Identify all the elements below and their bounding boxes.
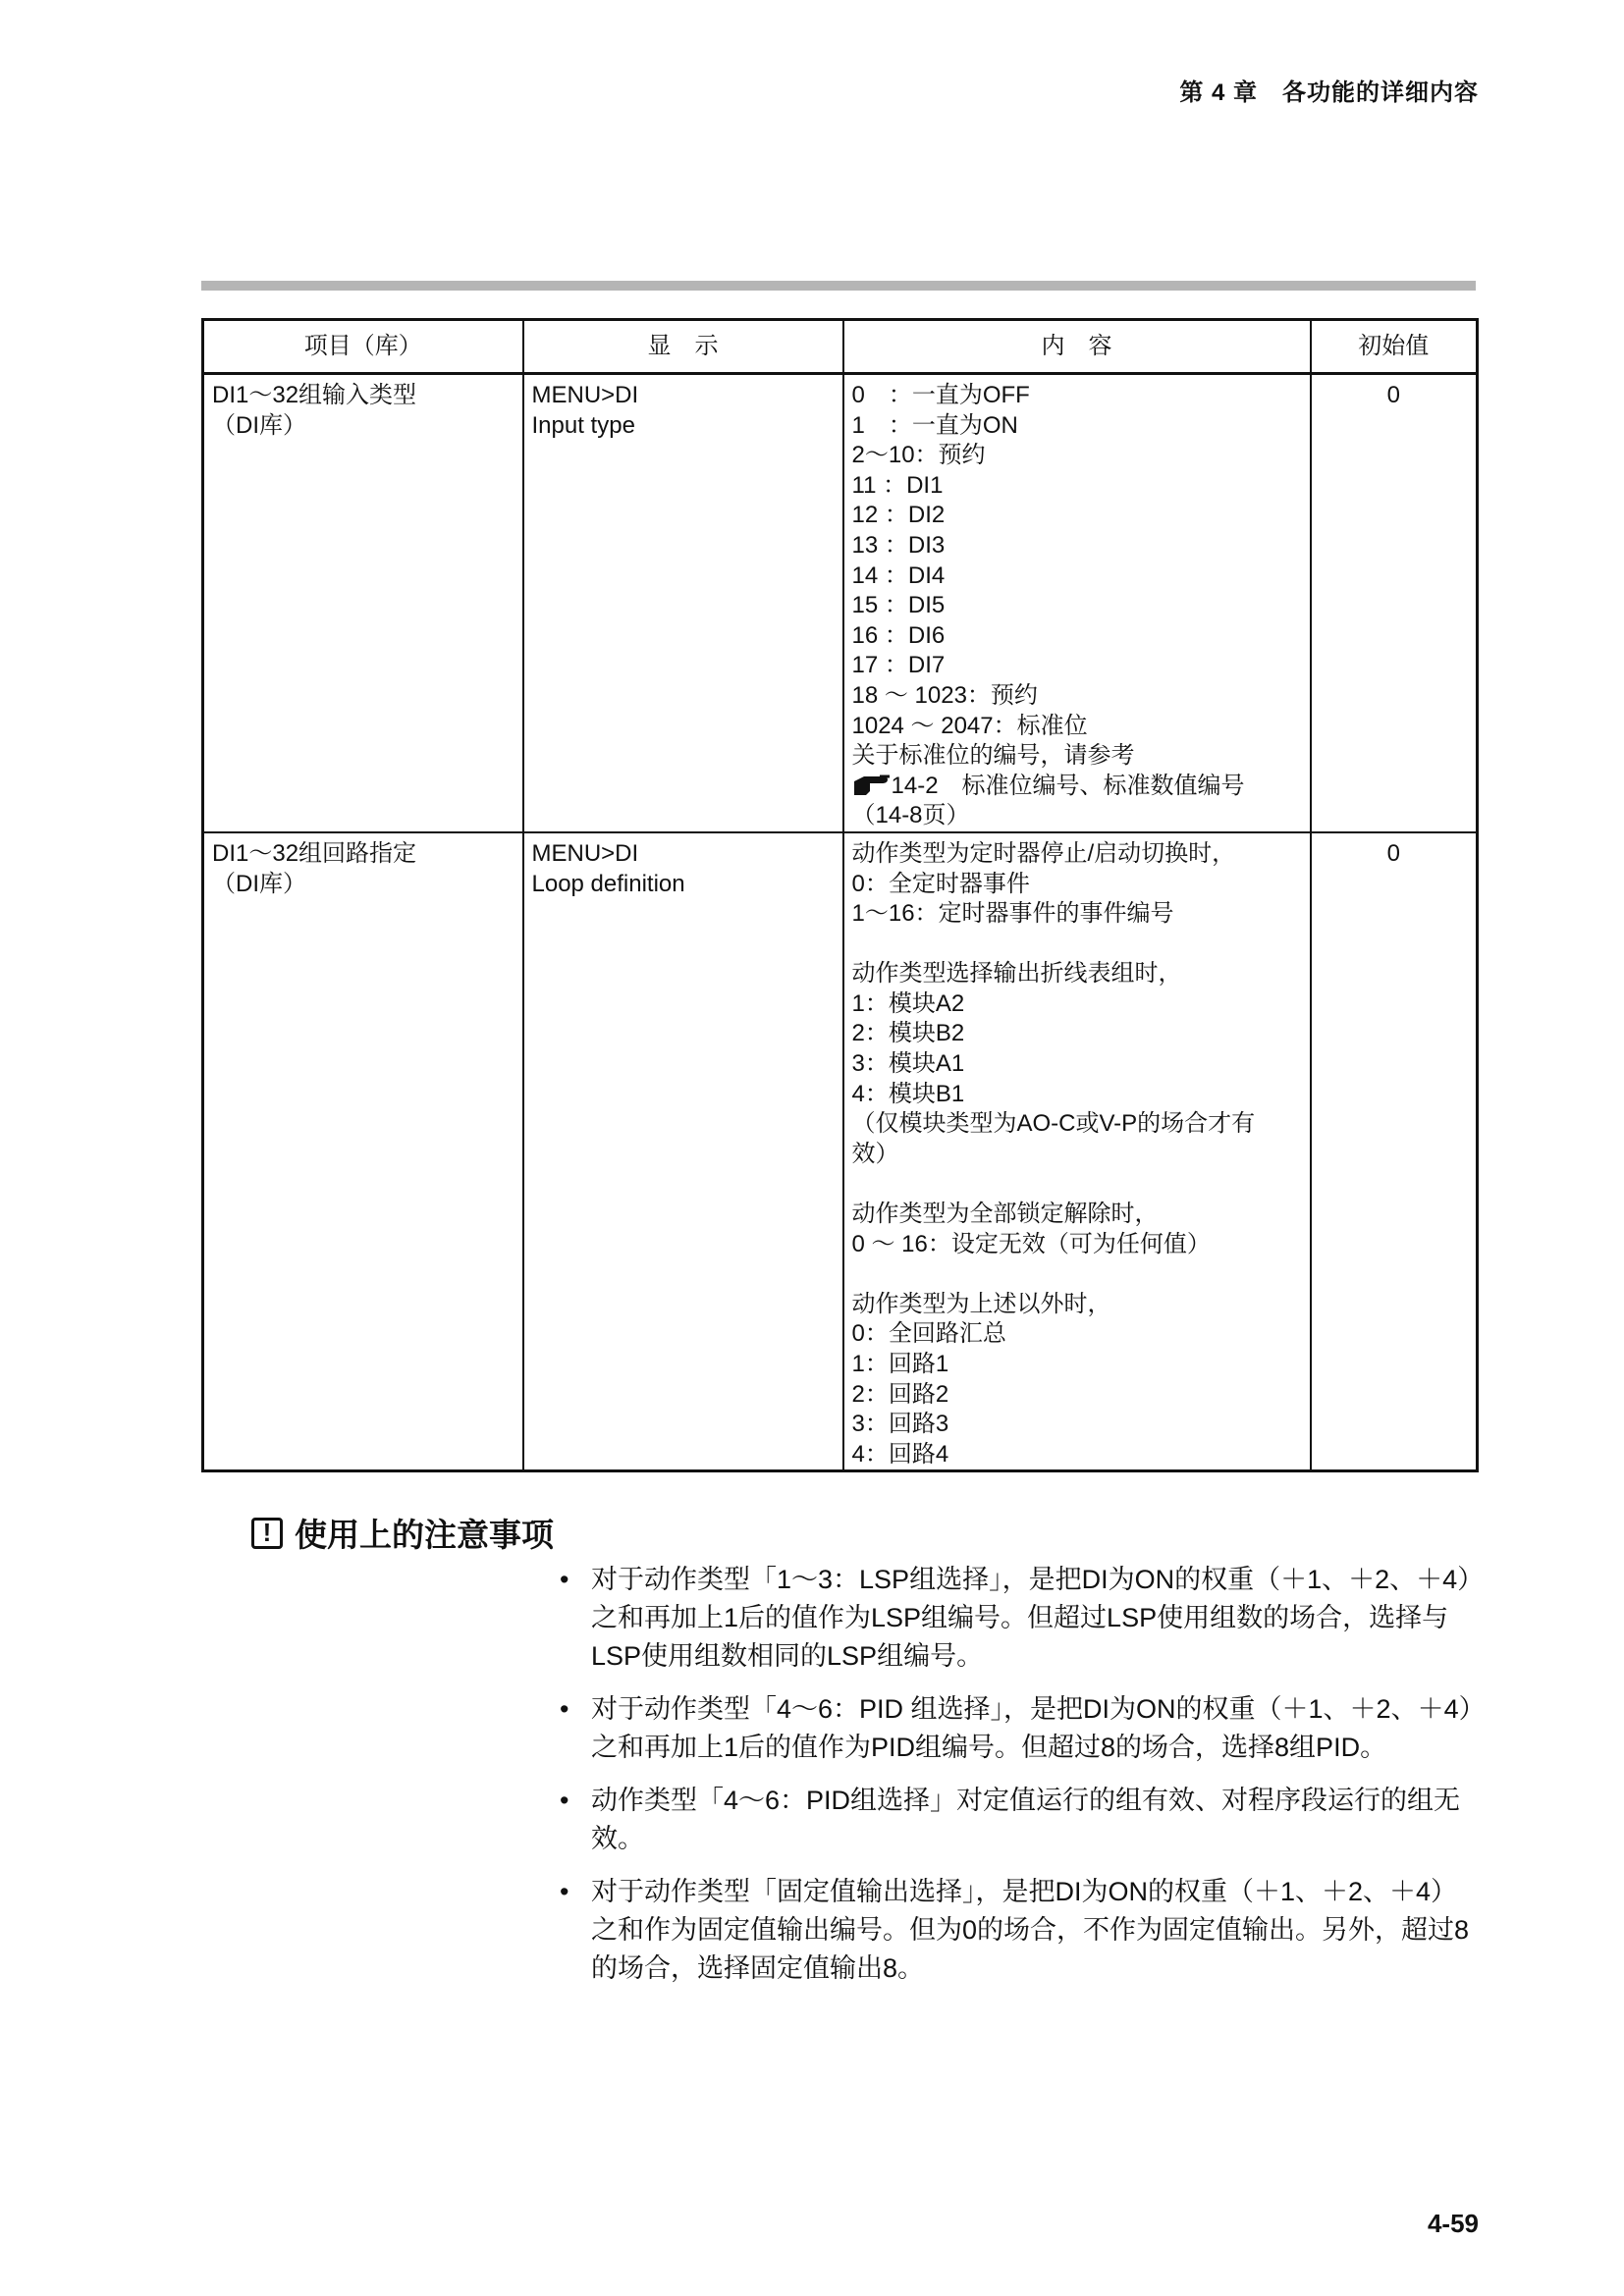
- content-cell: [843, 374, 1311, 832]
- content-line: [852, 930, 1310, 960]
- pointing-hand-icon: [852, 772, 892, 797]
- content-line: 18 ～ 1023：预约: [851, 681, 1038, 709]
- notes-list: [560, 1561, 1478, 2002]
- table-row: [203, 374, 1478, 832]
- content-line: 1～16：定时器事件的事件编号: [851, 900, 1174, 928]
- content-line: 11 ：DI1: [851, 471, 944, 499]
- initial-value-cell: 0: [1311, 374, 1478, 832]
- item-cell: [203, 832, 523, 1471]
- list-item: [560, 1782, 1478, 1858]
- notes-title: 使用上的注意事项: [295, 1517, 554, 1553]
- list-item: [560, 1690, 1478, 1767]
- content-line: [852, 1259, 1310, 1290]
- parameter-table: [201, 318, 1479, 1472]
- list-item: [560, 1873, 1478, 1988]
- content-line: 动作类型选择输出折线表组时，: [851, 960, 1182, 988]
- chapter-header: 第 4 章 各功能的详细内容: [1179, 80, 1479, 106]
- column-header-content: 内 容: [843, 320, 1311, 374]
- content-line: 17 ：DI7: [851, 652, 946, 679]
- content-line: 1：回路1: [851, 1351, 949, 1377]
- column-header-item: 项目（库）: [203, 320, 523, 374]
- reference-link[interactable]: [852, 772, 1310, 802]
- content-line: 4：模块B1: [851, 1080, 965, 1107]
- bullet-icon: •: [560, 1786, 569, 1815]
- reference-page: （14-8页）: [851, 802, 970, 829]
- content-line: 1024 ～ 2047：标准位: [851, 712, 1088, 739]
- content-line: 2～10：预约: [851, 442, 986, 469]
- content-line: 关于标准位的编号，请参考: [851, 742, 1135, 770]
- content-line: 2：回路2: [851, 1380, 949, 1408]
- column-header-display: 显 示: [523, 320, 843, 374]
- notes-heading: [251, 1510, 554, 1556]
- content-line: 16 ：DI6: [851, 621, 946, 649]
- content-line: 3：回路3: [851, 1411, 949, 1438]
- reference-text: 14-2 标准位编号、标准数值编号: [891, 772, 1245, 799]
- initial-value-cell: 0: [1311, 832, 1478, 1471]
- item-bank: （DI库）: [212, 411, 306, 439]
- content-line: 动作类型为上述以外时，: [851, 1290, 1111, 1317]
- item-bank: （DI库）: [212, 870, 306, 897]
- display-label: Input type: [531, 411, 635, 439]
- content-line: 1：模块A2: [851, 989, 965, 1017]
- note-text: 对于动作类型「4～6：PID 组选择」，是把DI为ON的权重（＋1、＋2、＋4）之和再加上1后的值作为PID组编号。但超过8的场合，选择8组PID。: [591, 1694, 1473, 1762]
- content-line: 0：全定时器事件: [851, 870, 1030, 897]
- item-cell: [203, 374, 523, 832]
- content-line: 动作类型为全部锁定解除时，: [851, 1201, 1159, 1228]
- content-line: 13 ：DI3: [851, 531, 946, 559]
- item-name: DI1～32组输入类型: [212, 382, 417, 408]
- content-line: 1 ：一直为ON: [851, 411, 1018, 439]
- display-cell: [523, 374, 843, 832]
- content-line: 0 ～ 16：设定无效（可为任何值）: [851, 1230, 1211, 1257]
- table-row: [203, 832, 1478, 1471]
- content-line: [852, 1169, 1310, 1200]
- note-text: 对于动作类型「1～3：LSP组选择」，是把DI为ON的权重（＋1、＋2、＋4）之和再加上1后的值作为LSP组编号。但超过LSP使用组数的场合，选择与LSP使用组数相同的LSP组编号。: [591, 1565, 1471, 1671]
- content-line: 0：全回路汇总: [851, 1320, 1006, 1348]
- content-line: 0 ：一直为OFF: [851, 382, 1030, 408]
- display-menu-path: MENU>DI: [531, 382, 639, 408]
- bullet-icon: •: [560, 1694, 569, 1724]
- list-item: [560, 1561, 1478, 1676]
- item-name: DI1～32组回路指定: [212, 839, 417, 867]
- content-line: 14 ：DI4: [851, 561, 946, 589]
- content-line: 4：回路4: [851, 1440, 949, 1468]
- page-number: 4-59: [1427, 2209, 1479, 2238]
- note-text: 动作类型「4～6：PID组选择」对定值运行的组有效、对程序段运行的组无效。: [591, 1786, 1461, 1853]
- display-menu-path: MENU>DI: [531, 839, 639, 867]
- display-cell: [523, 832, 843, 1471]
- content-cell: [843, 832, 1311, 1471]
- content-line: 动作类型为定时器停止/启动切换时，: [851, 839, 1236, 867]
- caution-icon: !: [251, 1518, 283, 1549]
- content-line: 效）: [851, 1140, 899, 1167]
- content-line: 3：模块A1: [851, 1050, 965, 1078]
- bullet-icon: •: [560, 1565, 569, 1594]
- column-header-initial: 初始值: [1311, 320, 1478, 374]
- note-text: 对于动作类型「固定值输出选择」，是把DI为ON的权重（＋1、＋2、＋4）之和作为固定值输出编号。但为0的场合，不作为固定值输出。另外，超过8的场合，选择固定值输出8。: [591, 1877, 1470, 1983]
- table-header-row: [203, 320, 1478, 374]
- content-line: 12 ：DI2: [851, 502, 946, 529]
- content-line: （仅模块类型为AO-C或V-P的场合才有: [851, 1110, 1256, 1138]
- display-label: Loop definition: [531, 870, 685, 897]
- content-line: 15 ：DI5: [851, 592, 946, 619]
- section-rule: [201, 281, 1476, 291]
- bullet-icon: •: [560, 1877, 569, 1906]
- content-line: 2：模块B2: [851, 1020, 965, 1047]
